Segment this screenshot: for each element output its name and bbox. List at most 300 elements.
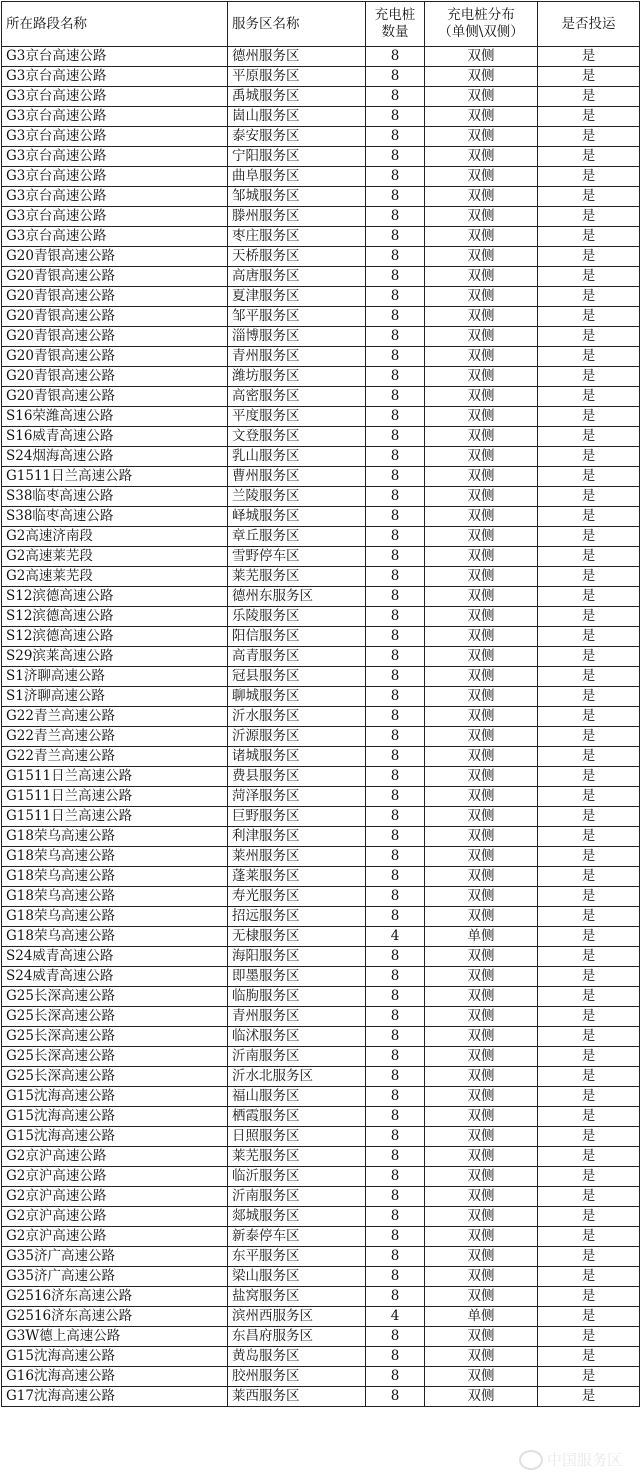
cell-service-area: 菏泽服务区 bbox=[228, 787, 366, 807]
cell-charger-distribution: 双侧 bbox=[425, 887, 538, 907]
table-row bbox=[2, 1167, 640, 1187]
cell-road-section: G2高速莱芜段 bbox=[2, 547, 228, 567]
cell-road-section: S12滨德高速公路 bbox=[2, 607, 228, 627]
cell-charger-distribution: 双侧 bbox=[425, 1227, 538, 1247]
cell-service-area: 高青服务区 bbox=[228, 647, 366, 667]
cell-charger-distribution: 双侧 bbox=[425, 87, 538, 107]
table-row bbox=[2, 687, 640, 707]
cell-road-section: G3京台高速公路 bbox=[2, 107, 228, 127]
table-row bbox=[2, 307, 640, 327]
cell-in-operation: 是 bbox=[538, 47, 640, 67]
table-row bbox=[2, 1287, 640, 1307]
cell-charger-distribution: 双侧 bbox=[425, 567, 538, 587]
cell-service-area: 聊城服务区 bbox=[228, 687, 366, 707]
table-row bbox=[2, 1267, 640, 1287]
cell-in-operation: 是 bbox=[538, 767, 640, 787]
table-row bbox=[2, 247, 640, 267]
cell-charger-count: 8 bbox=[366, 447, 425, 467]
table-row bbox=[2, 1227, 640, 1247]
cell-service-area: 夏津服务区 bbox=[228, 287, 366, 307]
cell-charger-count: 8 bbox=[366, 667, 425, 687]
cell-in-operation: 是 bbox=[538, 1007, 640, 1027]
cell-charger-count: 8 bbox=[366, 707, 425, 727]
cell-road-section: G20青银高速公路 bbox=[2, 287, 228, 307]
cell-road-section: G15沈海高速公路 bbox=[2, 1127, 228, 1147]
cell-road-section: S1济聊高速公路 bbox=[2, 667, 228, 687]
cell-in-operation: 是 bbox=[538, 1267, 640, 1287]
table-row bbox=[2, 1187, 640, 1207]
cell-road-section: S38临枣高速公路 bbox=[2, 507, 228, 527]
cell-service-area: 莱州服务区 bbox=[228, 847, 366, 867]
cell-charger-count: 8 bbox=[366, 807, 425, 827]
cell-service-area: 福山服务区 bbox=[228, 1087, 366, 1107]
cell-charger-distribution: 双侧 bbox=[425, 847, 538, 867]
cell-charger-count: 8 bbox=[366, 907, 425, 927]
table-row bbox=[2, 1087, 640, 1107]
cell-in-operation: 是 bbox=[538, 827, 640, 847]
cell-charger-distribution: 双侧 bbox=[425, 727, 538, 747]
cell-road-section: G17沈海高速公路 bbox=[2, 1387, 228, 1407]
cell-charger-count: 8 bbox=[366, 167, 425, 187]
cell-service-area: 邹城服务区 bbox=[228, 187, 366, 207]
cell-service-area: 阳信服务区 bbox=[228, 627, 366, 647]
cell-charger-count: 8 bbox=[366, 387, 425, 407]
cell-in-operation: 是 bbox=[538, 667, 640, 687]
cell-in-operation: 是 bbox=[538, 1107, 640, 1127]
table-row bbox=[2, 47, 640, 67]
cell-service-area: 沂源服务区 bbox=[228, 727, 366, 747]
table-row bbox=[2, 127, 640, 147]
cell-service-area: 沂南服务区 bbox=[228, 1187, 366, 1207]
cell-road-section: G2516济东高速公路 bbox=[2, 1307, 228, 1327]
cell-in-operation: 是 bbox=[538, 507, 640, 527]
cell-road-section: G3京台高速公路 bbox=[2, 47, 228, 67]
cell-charger-count: 8 bbox=[366, 467, 425, 487]
cell-service-area: 宁阳服务区 bbox=[228, 147, 366, 167]
cell-service-area: 黄岛服务区 bbox=[228, 1347, 366, 1367]
cell-charger-count: 8 bbox=[366, 867, 425, 887]
cell-in-operation: 是 bbox=[538, 187, 640, 207]
cell-in-operation: 是 bbox=[538, 167, 640, 187]
cell-road-section: G15沈海高速公路 bbox=[2, 1107, 228, 1127]
table-row bbox=[2, 1067, 640, 1087]
cell-in-operation: 是 bbox=[538, 427, 640, 447]
table-row bbox=[2, 867, 640, 887]
table-row bbox=[2, 807, 640, 827]
header-road-section: 所在路段名称 bbox=[2, 2, 228, 47]
cell-service-area: 高密服务区 bbox=[228, 387, 366, 407]
cell-charger-distribution: 双侧 bbox=[425, 547, 538, 567]
cell-service-area: 枣庄服务区 bbox=[228, 227, 366, 247]
cell-in-operation: 是 bbox=[538, 607, 640, 627]
cell-charger-count: 8 bbox=[366, 1267, 425, 1287]
cell-charger-count: 8 bbox=[366, 1247, 425, 1267]
cell-charger-distribution: 双侧 bbox=[425, 1267, 538, 1287]
cell-in-operation: 是 bbox=[538, 1287, 640, 1307]
cell-service-area: 德州东服务区 bbox=[228, 587, 366, 607]
cell-in-operation: 是 bbox=[538, 1367, 640, 1387]
cell-service-area: 胶州服务区 bbox=[228, 1367, 366, 1387]
cell-charger-distribution: 双侧 bbox=[425, 687, 538, 707]
table-row bbox=[2, 107, 640, 127]
cell-charger-count: 8 bbox=[366, 47, 425, 67]
table-row bbox=[2, 1247, 640, 1267]
cell-service-area: 冠县服务区 bbox=[228, 667, 366, 687]
cell-service-area: 沂水北服务区 bbox=[228, 1067, 366, 1087]
cell-service-area: 临沂服务区 bbox=[228, 1167, 366, 1187]
table-row bbox=[2, 1007, 640, 1027]
cell-charger-distribution: 双侧 bbox=[425, 407, 538, 427]
cell-service-area: 泰安服务区 bbox=[228, 127, 366, 147]
cell-service-area: 峄城服务区 bbox=[228, 507, 366, 527]
cell-service-area: 曲阜服务区 bbox=[228, 167, 366, 187]
table-row bbox=[2, 607, 640, 627]
cell-in-operation: 是 bbox=[538, 1307, 640, 1327]
cell-road-section: G2京沪高速公路 bbox=[2, 1147, 228, 1167]
watermark bbox=[519, 1449, 622, 1470]
cell-road-section: S24威青高速公路 bbox=[2, 967, 228, 987]
cell-road-section: S24烟海高速公路 bbox=[2, 447, 228, 467]
cell-charger-count: 8 bbox=[366, 1047, 425, 1067]
cell-charger-count: 8 bbox=[366, 767, 425, 787]
table-row bbox=[2, 967, 640, 987]
cell-service-area: 临朐服务区 bbox=[228, 987, 366, 1007]
table-row bbox=[2, 1107, 640, 1127]
cell-charger-distribution: 双侧 bbox=[425, 587, 538, 607]
cell-charger-distribution: 双侧 bbox=[425, 807, 538, 827]
cell-road-section: G18荣乌高速公路 bbox=[2, 847, 228, 867]
cell-charger-distribution: 双侧 bbox=[425, 327, 538, 347]
cell-service-area: 梁山服务区 bbox=[228, 1267, 366, 1287]
cell-in-operation: 是 bbox=[538, 1047, 640, 1067]
cell-in-operation: 是 bbox=[538, 247, 640, 267]
table-row bbox=[2, 327, 640, 347]
cell-service-area: 兰陵服务区 bbox=[228, 487, 366, 507]
cell-in-operation: 是 bbox=[538, 1347, 640, 1367]
cell-service-area: 莱西服务区 bbox=[228, 1387, 366, 1407]
cell-charger-count: 8 bbox=[366, 407, 425, 427]
cell-charger-count: 8 bbox=[366, 947, 425, 967]
cell-in-operation: 是 bbox=[538, 387, 640, 407]
cell-service-area: 青州服务区 bbox=[228, 1007, 366, 1027]
cell-in-operation: 是 bbox=[538, 887, 640, 907]
cell-charger-count: 8 bbox=[366, 267, 425, 287]
table-row bbox=[2, 987, 640, 1007]
cell-charger-distribution: 双侧 bbox=[425, 987, 538, 1007]
cell-service-area: 乐陵服务区 bbox=[228, 607, 366, 627]
cell-in-operation: 是 bbox=[538, 627, 640, 647]
cell-charger-distribution: 双侧 bbox=[425, 767, 538, 787]
cell-charger-count: 8 bbox=[366, 147, 425, 167]
cell-charger-distribution: 双侧 bbox=[425, 1387, 538, 1407]
cell-in-operation: 是 bbox=[538, 1087, 640, 1107]
cell-road-section: G3京台高速公路 bbox=[2, 127, 228, 147]
cell-charger-count: 4 bbox=[366, 927, 425, 947]
table-row bbox=[2, 207, 640, 227]
table-row bbox=[2, 747, 640, 767]
cell-charger-distribution: 双侧 bbox=[425, 867, 538, 887]
cell-road-section: G2516济东高速公路 bbox=[2, 1287, 228, 1307]
cell-road-section: G3京台高速公路 bbox=[2, 87, 228, 107]
table-row bbox=[2, 947, 640, 967]
cell-charger-distribution: 双侧 bbox=[425, 1327, 538, 1347]
cell-service-area: 青州服务区 bbox=[228, 347, 366, 367]
cell-service-area: 东昌府服务区 bbox=[228, 1327, 366, 1347]
cell-charger-count: 8 bbox=[366, 987, 425, 1007]
cell-in-operation: 是 bbox=[538, 1167, 640, 1187]
cell-in-operation: 是 bbox=[538, 947, 640, 967]
cell-in-operation: 是 bbox=[538, 1027, 640, 1047]
cell-charger-distribution: 双侧 bbox=[425, 647, 538, 667]
table-row bbox=[2, 1327, 640, 1347]
cell-charger-count: 8 bbox=[366, 1107, 425, 1127]
cell-charger-count: 8 bbox=[366, 627, 425, 647]
cell-charger-count: 8 bbox=[366, 847, 425, 867]
cell-in-operation: 是 bbox=[538, 447, 640, 467]
cell-charger-distribution: 双侧 bbox=[425, 527, 538, 547]
cell-road-section: G35济广高速公路 bbox=[2, 1267, 228, 1287]
table-row bbox=[2, 1387, 640, 1407]
table-row bbox=[2, 627, 640, 647]
cell-service-area: 诸城服务区 bbox=[228, 747, 366, 767]
table-row bbox=[2, 347, 640, 367]
cell-service-area: 招远服务区 bbox=[228, 907, 366, 927]
cell-charger-count: 8 bbox=[366, 547, 425, 567]
table-row bbox=[2, 267, 640, 287]
cell-road-section: G3京台高速公路 bbox=[2, 207, 228, 227]
cell-charger-count: 8 bbox=[366, 1027, 425, 1047]
cell-charger-distribution: 双侧 bbox=[425, 1187, 538, 1207]
table-row bbox=[2, 1027, 640, 1047]
cell-road-section: G3W德上高速公路 bbox=[2, 1327, 228, 1347]
cell-charger-count: 8 bbox=[366, 87, 425, 107]
cell-charger-count: 8 bbox=[366, 347, 425, 367]
cell-in-operation: 是 bbox=[538, 807, 640, 827]
cell-charger-distribution: 双侧 bbox=[425, 47, 538, 67]
cell-charger-distribution: 双侧 bbox=[425, 147, 538, 167]
cell-in-operation: 是 bbox=[538, 547, 640, 567]
cell-in-operation: 是 bbox=[538, 687, 640, 707]
cell-in-operation: 是 bbox=[538, 67, 640, 87]
cell-charger-distribution: 双侧 bbox=[425, 747, 538, 767]
table-header-row bbox=[2, 2, 640, 47]
cell-charger-count: 8 bbox=[366, 587, 425, 607]
cell-charger-count: 8 bbox=[366, 67, 425, 87]
cell-in-operation: 是 bbox=[538, 1207, 640, 1227]
table-row bbox=[2, 907, 640, 927]
cell-service-area: 巨野服务区 bbox=[228, 807, 366, 827]
cell-charger-distribution: 双侧 bbox=[425, 487, 538, 507]
cell-service-area: 高唐服务区 bbox=[228, 267, 366, 287]
cell-service-area: 章丘服务区 bbox=[228, 527, 366, 547]
table-row bbox=[2, 927, 640, 947]
cell-road-section: S38临枣高速公路 bbox=[2, 487, 228, 507]
cell-road-section: S16威青高速公路 bbox=[2, 427, 228, 447]
cell-in-operation: 是 bbox=[538, 727, 640, 747]
table-row bbox=[2, 187, 640, 207]
cell-service-area: 莱芜服务区 bbox=[228, 567, 366, 587]
table-row bbox=[2, 647, 640, 667]
cell-charger-distribution: 双侧 bbox=[425, 1007, 538, 1027]
cell-service-area: 无棣服务区 bbox=[228, 927, 366, 947]
cell-service-area: 潍坊服务区 bbox=[228, 367, 366, 387]
cell-service-area: 沂水服务区 bbox=[228, 707, 366, 727]
table-row bbox=[2, 1207, 640, 1227]
table-row bbox=[2, 427, 640, 447]
cell-service-area: 莱芜服务区 bbox=[228, 1147, 366, 1167]
cell-road-section: G35济广高速公路 bbox=[2, 1247, 228, 1267]
cell-charger-distribution: 双侧 bbox=[425, 67, 538, 87]
wechat-icon bbox=[519, 1450, 543, 1470]
cell-road-section: G2京沪高速公路 bbox=[2, 1187, 228, 1207]
table-row bbox=[2, 467, 640, 487]
cell-charger-distribution: 单侧 bbox=[425, 927, 538, 947]
cell-charger-count: 8 bbox=[366, 127, 425, 147]
cell-charger-count: 8 bbox=[366, 647, 425, 667]
cell-charger-distribution: 双侧 bbox=[425, 347, 538, 367]
cell-in-operation: 是 bbox=[538, 1387, 640, 1407]
cell-charger-count: 8 bbox=[366, 1227, 425, 1247]
cell-in-operation: 是 bbox=[538, 847, 640, 867]
cell-charger-count: 8 bbox=[366, 607, 425, 627]
cell-charger-distribution: 双侧 bbox=[425, 227, 538, 247]
cell-in-operation: 是 bbox=[538, 87, 640, 107]
table-row bbox=[2, 847, 640, 867]
table-row bbox=[2, 667, 640, 687]
cell-road-section: G2京沪高速公路 bbox=[2, 1227, 228, 1247]
cell-charger-count: 8 bbox=[366, 887, 425, 907]
cell-in-operation: 是 bbox=[538, 367, 640, 387]
cell-charger-count: 8 bbox=[366, 1187, 425, 1207]
table-row bbox=[2, 887, 640, 907]
cell-in-operation: 是 bbox=[538, 327, 640, 347]
cell-charger-count: 8 bbox=[366, 187, 425, 207]
cell-service-area: 蓬莱服务区 bbox=[228, 867, 366, 887]
table-row bbox=[2, 587, 640, 607]
cell-charger-distribution: 双侧 bbox=[425, 1287, 538, 1307]
table-row bbox=[2, 1127, 640, 1147]
cell-charger-distribution: 双侧 bbox=[425, 1147, 538, 1167]
cell-charger-count: 8 bbox=[366, 967, 425, 987]
cell-road-section: G2高速济南段 bbox=[2, 527, 228, 547]
cell-charger-distribution: 双侧 bbox=[425, 707, 538, 727]
cell-in-operation: 是 bbox=[538, 707, 640, 727]
cell-charger-distribution: 双侧 bbox=[425, 1347, 538, 1367]
table-row bbox=[2, 787, 640, 807]
cell-charger-count: 8 bbox=[366, 1367, 425, 1387]
cell-service-area: 滨州西服务区 bbox=[228, 1307, 366, 1327]
cell-charger-distribution: 双侧 bbox=[425, 1107, 538, 1127]
cell-charger-distribution: 双侧 bbox=[425, 1367, 538, 1387]
cell-service-area: 即墨服务区 bbox=[228, 967, 366, 987]
cell-in-operation: 是 bbox=[538, 467, 640, 487]
cell-charger-count: 8 bbox=[366, 1087, 425, 1107]
cell-road-section: S12滨德高速公路 bbox=[2, 627, 228, 647]
table-row bbox=[2, 1347, 640, 1367]
cell-charger-distribution: 双侧 bbox=[425, 187, 538, 207]
cell-charger-distribution: 双侧 bbox=[425, 1047, 538, 1067]
cell-service-area: 日照服务区 bbox=[228, 1127, 366, 1147]
cell-charger-count: 8 bbox=[366, 787, 425, 807]
header-in-operation: 是否投运 bbox=[538, 2, 640, 47]
table-row bbox=[2, 1367, 640, 1387]
table-row bbox=[2, 167, 640, 187]
cell-charger-distribution: 双侧 bbox=[425, 427, 538, 447]
cell-road-section: G22青兰高速公路 bbox=[2, 747, 228, 767]
table-row bbox=[2, 87, 640, 107]
table-row bbox=[2, 387, 640, 407]
cell-road-section: G18荣乌高速公路 bbox=[2, 887, 228, 907]
cell-in-operation: 是 bbox=[538, 207, 640, 227]
cell-charger-count: 8 bbox=[366, 1127, 425, 1147]
cell-road-section: G1511日兰高速公路 bbox=[2, 767, 228, 787]
cell-in-operation: 是 bbox=[538, 647, 640, 667]
cell-road-section: G22青兰高速公路 bbox=[2, 727, 228, 747]
cell-road-section: G15沈海高速公路 bbox=[2, 1087, 228, 1107]
cell-charger-count: 8 bbox=[366, 287, 425, 307]
cell-road-section: G20青银高速公路 bbox=[2, 367, 228, 387]
cell-charger-distribution: 双侧 bbox=[425, 247, 538, 267]
cell-charger-distribution: 双侧 bbox=[425, 1027, 538, 1047]
cell-in-operation: 是 bbox=[538, 267, 640, 287]
table-row bbox=[2, 227, 640, 247]
cell-charger-count: 8 bbox=[366, 1327, 425, 1347]
cell-service-area: 海阳服务区 bbox=[228, 947, 366, 967]
cell-charger-distribution: 双侧 bbox=[425, 107, 538, 127]
cell-charger-distribution: 双侧 bbox=[425, 1127, 538, 1147]
cell-charger-distribution: 双侧 bbox=[425, 1207, 538, 1227]
cell-in-operation: 是 bbox=[538, 987, 640, 1007]
cell-charger-distribution: 单侧 bbox=[425, 1307, 538, 1327]
table-row bbox=[2, 447, 640, 467]
cell-charger-count: 8 bbox=[366, 527, 425, 547]
cell-service-area: 栖霞服务区 bbox=[228, 1107, 366, 1127]
watermark-text: 中国服务区 bbox=[546, 1451, 622, 1469]
cell-charger-count: 8 bbox=[366, 1007, 425, 1027]
cell-road-section: G1511日兰高速公路 bbox=[2, 467, 228, 487]
cell-in-operation: 是 bbox=[538, 1127, 640, 1147]
header-service-area: 服务区名称 bbox=[228, 2, 366, 47]
table-row bbox=[2, 707, 640, 727]
cell-road-section: S1济聊高速公路 bbox=[2, 687, 228, 707]
cell-road-section: G18荣乌高速公路 bbox=[2, 827, 228, 847]
table-row bbox=[2, 487, 640, 507]
cell-road-section: S16荣潍高速公路 bbox=[2, 407, 228, 427]
cell-charger-count: 4 bbox=[366, 1307, 425, 1327]
cell-charger-distribution: 双侧 bbox=[425, 387, 538, 407]
cell-charger-count: 8 bbox=[366, 427, 425, 447]
cell-service-area: 新泰停车区 bbox=[228, 1227, 366, 1247]
cell-charger-count: 8 bbox=[366, 1067, 425, 1087]
cell-charger-count: 8 bbox=[366, 1147, 425, 1167]
cell-service-area: 平度服务区 bbox=[228, 407, 366, 427]
cell-service-area: 寿光服务区 bbox=[228, 887, 366, 907]
cell-service-area: 德州服务区 bbox=[228, 47, 366, 67]
cell-charger-distribution: 双侧 bbox=[425, 1067, 538, 1087]
cell-charger-count: 8 bbox=[366, 1347, 425, 1367]
table-row bbox=[2, 527, 640, 547]
cell-road-section: G18荣乌高速公路 bbox=[2, 867, 228, 887]
table-row bbox=[2, 1307, 640, 1327]
cell-in-operation: 是 bbox=[538, 127, 640, 147]
cell-in-operation: 是 bbox=[538, 927, 640, 947]
table-row bbox=[2, 367, 640, 387]
cell-road-section: G25长深高速公路 bbox=[2, 987, 228, 1007]
cell-service-area: 禹城服务区 bbox=[228, 87, 366, 107]
cell-road-section: G3京台高速公路 bbox=[2, 187, 228, 207]
cell-charger-distribution: 双侧 bbox=[425, 287, 538, 307]
cell-charger-count: 8 bbox=[366, 1287, 425, 1307]
